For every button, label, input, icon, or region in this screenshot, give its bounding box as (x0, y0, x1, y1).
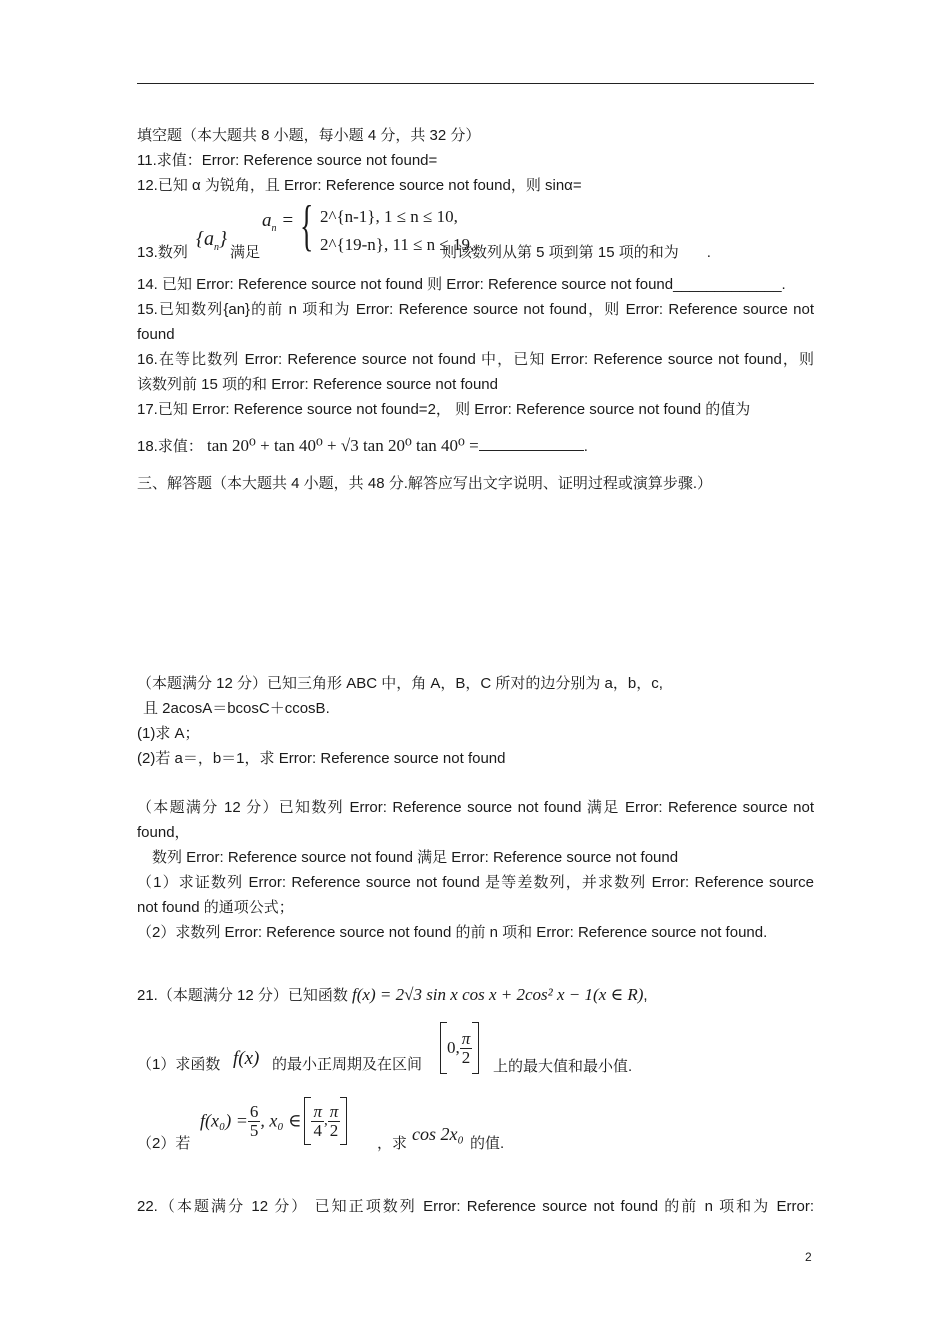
q19-line-2: 且 2acosA＝bcosC＋ccosB. (143, 700, 330, 717)
q21-part-1 (137, 1055, 220, 1075)
question-22: 22.（本题满分 12 分） 已知正项数列 Error: Reference source not found 的前 n 项和为 Error: (137, 1198, 814, 1215)
q13-end: . (706, 244, 711, 261)
q21-p2-suffix: 的值. (470, 1135, 505, 1152)
q18-answer-blank (479, 436, 584, 451)
q21-p2-prefix: （2）若 (137, 1135, 191, 1152)
q21-p1-right-bracket (472, 1022, 479, 1074)
q13-brace: { (300, 195, 314, 257)
question-14: 14. 已知 Error: Reference source not found 则 Error: Reference source not found_____________. (137, 276, 786, 293)
q21-p2-cos-text: cos 2x₀ (412, 1124, 464, 1144)
q13-lhs-sub: n (271, 222, 277, 234)
q21-p2-frac-65 (248, 1103, 261, 1140)
q21-p2-fx0: f(x₀) = (200, 1110, 248, 1131)
q19-line-3: (1)求 A； (137, 725, 200, 742)
q21-p1-suffix: 上的最大值和最小值. (493, 1058, 633, 1075)
question-18 (137, 436, 588, 457)
q21-p1-fx-text: f(x) (233, 1048, 260, 1069)
q21-p2-x0-in: , x₀ ∈ (260, 1110, 302, 1131)
q20-line-5: not found 的通项公式； (137, 899, 294, 916)
q20-line-4: （1）求证数列 Error: Reference source not found 是等差数列，并求数列 Error: Reference source (137, 874, 814, 891)
q13-case-1: 2^{n-1}, 1 ≤ n ≤ 10, (320, 207, 458, 226)
q13-prefix-text: 13.数列 (137, 244, 188, 261)
page-number: 2 (805, 1250, 812, 1264)
q21-p2-frac-pi4 (311, 1103, 324, 1140)
question-16-line-2: 该数列前 15 项的和 Error: Reference source not found (137, 376, 498, 393)
fill-section-header: 填空题（本大题共 8 小题，每小题 4 分，共 32 分） (137, 127, 481, 144)
question-15-line-2: found (137, 326, 175, 343)
q21-comma: , (643, 987, 648, 1004)
q21-p1-prefix: （1）求函数 (137, 1056, 221, 1073)
q21-header (137, 985, 648, 1006)
q19-line-1: （本题满分 12 分）已知三角形 ABC 中，角 A，B，C 所对的边分别为 a，b，c, (137, 675, 663, 692)
q21-p2-four: 4 (313, 1120, 322, 1140)
q21-p2-pi-b: π (329, 1101, 339, 1121)
q13-mid: 满足 (230, 244, 261, 261)
q13-suffix-text: 则该数列从第 5 项到第 15 项的和为 (442, 244, 679, 261)
q13-case-2: 2^{19-n}, 11 ≤ n ≤ 19, (320, 235, 475, 254)
header-rule (137, 83, 814, 84)
q20-line-2: found， (137, 824, 190, 841)
q21-p2-six: 6 (249, 1101, 259, 1121)
question-17: 17.已知 Error: Reference source not found=2， 则 Error: Reference source not found 的值为 (137, 401, 751, 418)
q21-p2-pi-a: π (313, 1101, 322, 1121)
q20-line-1: （本题满分 12 分）已知数列 Error: Reference source not found 满足 Error: Reference source not (137, 799, 814, 816)
question-11: 11.求值：Error: Reference source not found= (137, 152, 438, 169)
q18-expression: tan 20⁰ + tan 40⁰ + √3 tan 20⁰ tan 40⁰ = (207, 436, 479, 455)
q21-function: f(x) = 2√3 sin x cos x + 2cos² x − 1(x ∈ R) (352, 985, 644, 1004)
q21-p1-interval (440, 1022, 479, 1074)
section-3-header: 三、解答题（本大题共 4 小题，共 48 分.解答应写出文字说明、证明过程或演算步骤.） (137, 475, 713, 492)
q13-lhs: $a_n$ = (262, 210, 295, 234)
q21-prefix: 21.（本题满分 12 分）已知函数 (137, 987, 348, 1004)
q21-p2-cos (412, 1124, 464, 1145)
q20-line-6: （2）求数列 Error: Reference source not found 的前 n 项和 Error: Reference source not found. (137, 924, 768, 941)
q21-p1-zero: 0, (447, 1038, 460, 1057)
q13-lhs-a: a (262, 210, 272, 231)
question-12: 12.已知 α 为锐角，且 Error: Reference source not found，则 sinα= (137, 177, 582, 194)
question-13-prefix (137, 243, 188, 263)
q18-end: . (583, 438, 588, 455)
q21-p1-pi: π (461, 1028, 471, 1048)
q21-p2-frac-pi2 (328, 1103, 341, 1140)
q21-p1-fx (233, 1048, 259, 1070)
q20-line-3: 数列 Error: Reference source not found 满足 Error: Reference source not found (152, 849, 679, 866)
q13-seq-sub: n (214, 242, 219, 253)
q21-p2-left-bracket (304, 1097, 311, 1145)
q21-p2-condition: f(x₀) = $\frac{6}{5}$ , x₀ ∈ $\frac{\pi}{4}$ , $\frac{\pi}{2}$ (200, 1097, 347, 1145)
q21-p2-right-bracket (340, 1097, 347, 1145)
q19-line-4: (2)若 a＝，b＝1，求 Error: Reference source not found (137, 750, 506, 767)
q13-sequence-symbol (196, 228, 227, 253)
q21-p2-two: 2 (329, 1120, 339, 1140)
question-16-line-1: 16.在等比数列 Error: Reference source not found 中，已知 Error: Reference source not found，则 (137, 351, 814, 368)
q13-suffix (442, 243, 711, 263)
q21-p1-fraction (460, 1030, 473, 1067)
question-15-line-1: 15.已知数列{an}的前 n 项和为 Error: Reference source not found，则 Error: Reference source not (137, 301, 814, 318)
q13-seq-close: } (219, 228, 227, 250)
q21-p1-left-bracket (440, 1022, 447, 1074)
q21-p2-five: 5 (249, 1120, 259, 1140)
q21-p2-mid: ，求 (377, 1135, 408, 1152)
q21-p1-two: 2 (461, 1047, 471, 1067)
q18-prefix: 18.求值： (137, 438, 203, 455)
q13-seq-label: {a (196, 228, 214, 250)
q21-p1-mid: 的最小正周期及在区间 (272, 1056, 423, 1073)
